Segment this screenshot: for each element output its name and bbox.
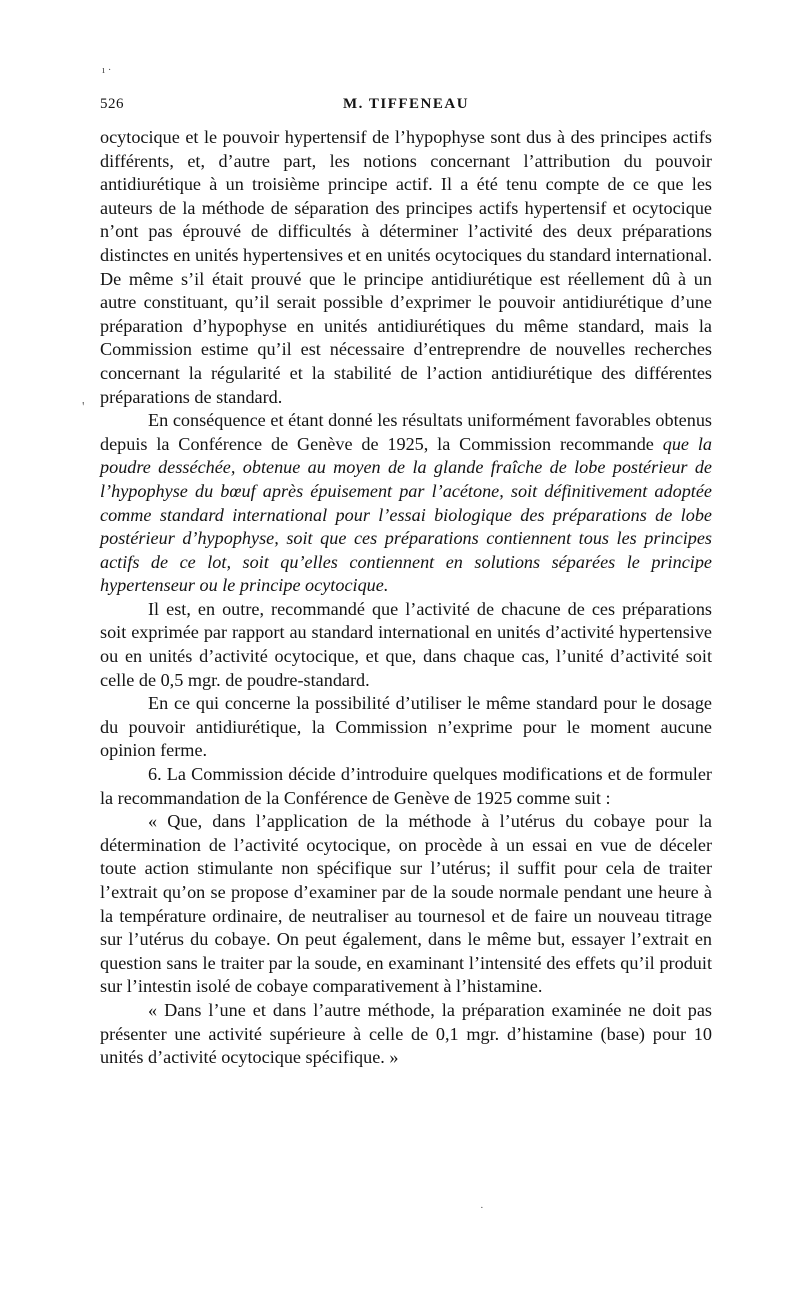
paragraph-activity-units: Il est, en outre, recommandé que l’activité de chacune de ces préparations soit exprimée par rapport au standard international en unités d’activité hypertensive ou en unités d’activité ocytocique, et que, dans chaque cas, l’unité d’activité soit celle de 0,5 mgr. de poudre-standard. (100, 598, 712, 690)
page-number: 526 (100, 96, 124, 112)
body-text (100, 126, 712, 1070)
paragraph-antidiuretic: En ce qui concerne la possibilité d’utiliser le même standard pour le dosage du pouvoir antidiurétique, la Commission n’exprime pour le moment aucune opinion ferme. (100, 693, 712, 761)
page-header (100, 96, 712, 113)
paragraph-quote-1: « Que, dans l’application de la méthode à l’utérus du cobaye pour la détermination de l’activité ocytocique, on procède à un essai en vue de déceler toute action stimulante non spécifique sur l’utérus; il suffit pour cela de traiter l’extrait qu’on se propose d’examiner par de la soude normale pendant une heure à la température ordinaire, de neutraliser au tournesol et de faire un nouveau titrage sur l’utérus du cobaye. On peut également, dans le même but, essayer l’extrait en question sans le traiter par la soude, en examinant l’intensité des effets qu’il produit sur l’intestin isolé de cobaye comparativement à l’histamine. (100, 811, 712, 997)
running-head: M. TIFFENEAU (342, 96, 470, 112)
paragraph-recommendation-italic: que la poudre desséchée, obtenue au moyen de la glande fraîche de lobe postérieur de l’hypophyse du bœuf après épuisement par l’acétone, soit définitivement adoptée comme standard international pour l’essai biologique des préparations de lobe postérieur d’hypophyse, soit que ces préparations contiennent tous les principes actifs de ce lot, soit qu’elles contiennent en solutions séparées le principe hypertenseur ou le principe ocytocique. (100, 433, 712, 596)
paragraph-continuation: ocytocique et le pouvoir hypertensif de l’hypophyse sont dus à des principes actifs différents, et, d’autre part, les notions concernant l’attribution du pouvoir antidiurétique à un troisième principe actif. Il a été tenu compte de ce que les auteurs de la méthode de séparation des principes actifs hypertensif et ocytocique n’ont pas éprouvé de difficultés à déterminer l’activité des deux préparations distinctes en unités hypertensives et en unités ocytociques du standard international. De même s’il était prouvé que le principe antidiurétique est réellement dû à un autre constituant, qu’il serait possible d’exprimer le pouvoir antidiurétique d’une préparation d’hypophyse en unités antidiurétiques du même standard, mais la Commission estime qu’il est nécessaire d’entreprendre de nouvelles recherches concernant la régularité et la stabilité de l’action antidiurétique des différentes préparations de standard. (100, 127, 712, 407)
paragraph-quote-2: « Dans l’une et dans l’autre méthode, la préparation examinée ne doit pas présenter une activité supérieure à celle de 0,1 mgr. d’histamine (base) pour 10 unités d’activité ocytocique spécifique. » (100, 999, 712, 1068)
margin-mark: ' (82, 400, 85, 415)
stray-marks-top: ı · (102, 64, 112, 76)
paragraph-recommendation (100, 409, 712, 598)
stray-mark-bottom: · (480, 1202, 484, 1214)
paragraph-point-6: 6. La Commission décide d’introduire quelques modifications et de formuler la recommandation de la Conférence de Genève de 1925 comme suit : (100, 764, 712, 808)
paragraph-recommendation-roman: En conséquence et étant donné les résultats uniformément favorables obtenus depuis la Conférence de Genève de 1925, la Commission recommande (100, 410, 712, 454)
